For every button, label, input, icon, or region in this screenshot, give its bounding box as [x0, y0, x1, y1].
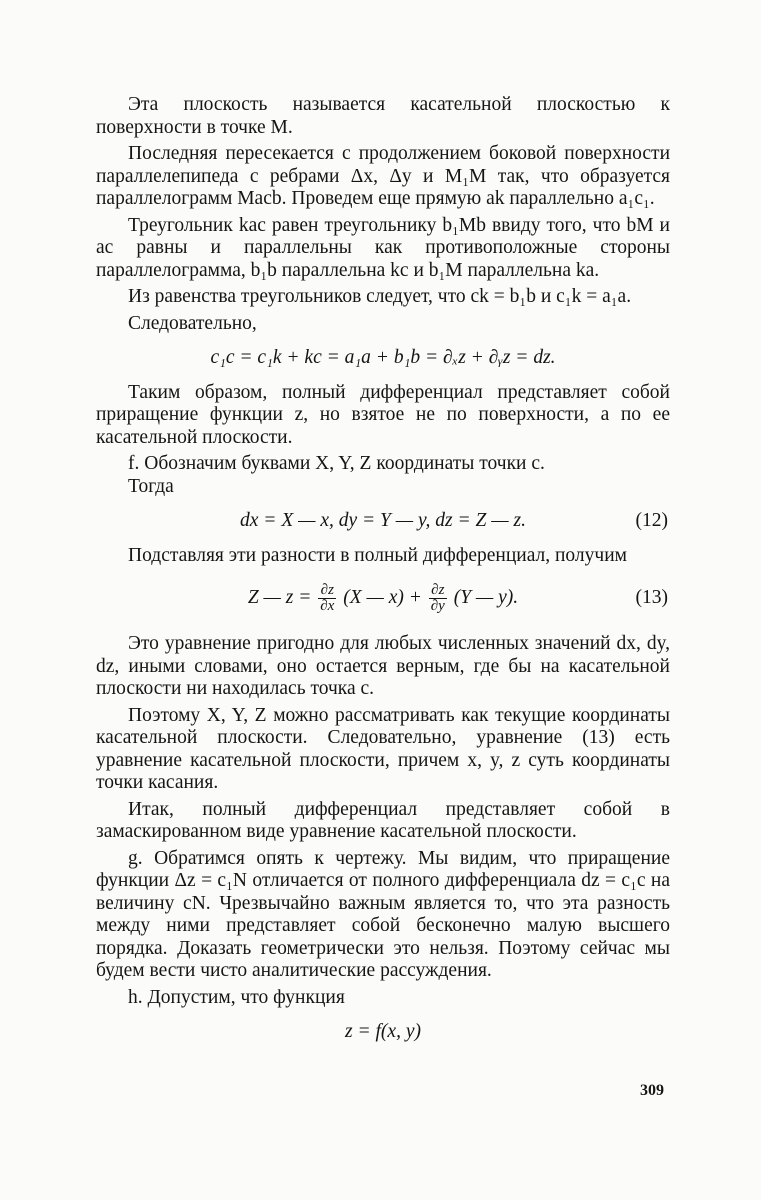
page-body: [96, 94, 670, 1056]
paragraph-total-differential: Таким образом, полный дифференциал представляет собой приращение функции z, но взятое не по поверхности, а по ее касательной плоскости.: [96, 381, 670, 448]
fraction-dz-dx-denominator: ∂x: [320, 598, 335, 615]
paragraph-equality: Из равенства треугольников следует, что ck = b₁b и c₁k = a₁a.: [128, 286, 632, 307]
paragraph-section-g: g. Обратимся опять к чертежу. Мы видим, что приращение функции Δz = c₁N отличается от полного дифференциала dz = c₁c на величину cN. Чрезвычайно важным является то, что эта разность между ними представляет собой бесконечно малую высшего порядка. Доказать геометрически это нельзя. Поэтому сейчас мы будем вести чисто аналитические рассуждения.: [96, 847, 670, 981]
fraction-dz-dx-numerator: ∂z: [318, 583, 336, 599]
formula-function: z = f(x, y): [345, 1021, 421, 1042]
formula-12-body: dx = X — x, dy = Y — y, dz = Z — z.: [240, 510, 526, 531]
paragraph-tangent-plane-definition: Эта плоскость называется касательной плоскостью к поверхности в точке M.: [96, 94, 670, 138]
formula-13-right: (Y — y).: [453, 587, 519, 608]
formula-13-middle: (X — x) +: [343, 587, 422, 608]
formula-dz: c₁c = c₁k + kc = a₁a + b₁b = ∂ₓz + ∂ᵧz = dz.: [210, 347, 556, 368]
formula-13-left: Z — z =: [247, 587, 312, 608]
equation-number-13: (13): [635, 587, 668, 608]
paragraph-summary: Итак, полный дифференциал представляет собой в замаскированном виде уравнение касательной плоскости.: [96, 798, 670, 842]
paragraph-parallelogram: Последняя пересекается с продолжением боковой поверхности параллелепипеда с ребрами Δx, Δy и M₁M так, что образуется параллелограмм Macb. Проведем еще прямую ak параллельно a₁c₁.: [96, 143, 670, 209]
paragraph-equation-valid: Это уравнение пригодно для любых численных значений dx, dy, dz, иными словами, оно остается верным, где бы на касательной плоскости ни находилась точка c.: [96, 633, 670, 699]
equation-number-12: (12): [635, 510, 668, 531]
formula-12: [96, 510, 670, 533]
paragraph-section-f: f. Обозначим буквами X, Y, Z координаты точки c.: [128, 453, 545, 474]
fraction-dz-dy-numerator: ∂z: [429, 583, 447, 599]
fraction-dz-dy: [429, 583, 447, 614]
paragraph-then: Тогда: [128, 475, 174, 497]
formula-13: [96, 581, 670, 615]
paragraph-current-coordinates: Поэтому X, Y, Z можно рассматривать как текущие координаты касательной плоскости. Следовательно, уравнение (13) есть уравнение касательной плоскости, причем x, y, z суть координаты точки касания.: [96, 704, 670, 793]
paragraph-triangles: Треугольник kac равен треугольнику b₁Mb ввиду того, что bM и ac равны и параллельны как противоположные стороны параллелограмма, b₁b параллельна kc и b₁M параллельна ka.: [96, 214, 670, 281]
fraction-dz-dy-denominator: ∂y: [430, 598, 445, 615]
paragraph-section-h: h. Допустим, что функция: [128, 986, 345, 1008]
paragraph-consequently: Следовательно,: [128, 312, 257, 334]
paragraph-substituting: Подставляя эти разности в полный дифференциал, получим: [128, 544, 627, 566]
page-number: 309: [640, 1082, 664, 1099]
fraction-dz-dx: [318, 583, 336, 614]
